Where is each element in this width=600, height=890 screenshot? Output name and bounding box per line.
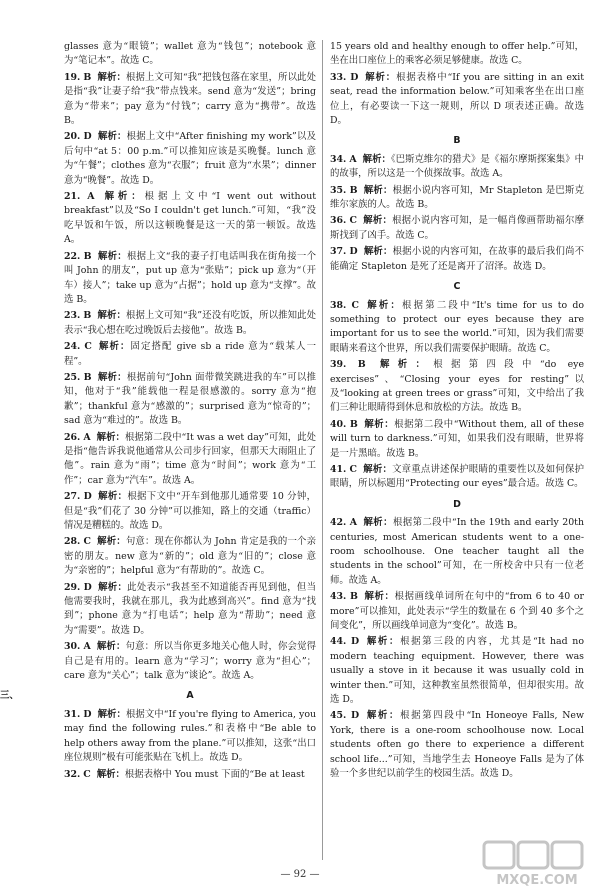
analysis-label: 解析： bbox=[96, 431, 125, 443]
right-entries-b bbox=[330, 153, 584, 274]
passage-b-header: B bbox=[453, 135, 461, 147]
question-number: 21. bbox=[64, 191, 81, 203]
analysis-text: 固定搭配 give sb a ride 意为“载某人一程”。 bbox=[64, 341, 316, 367]
question-number: 42. bbox=[330, 517, 347, 529]
answer-entry bbox=[64, 40, 316, 69]
answer-letter: D bbox=[83, 491, 92, 503]
analysis-label: 解析： bbox=[363, 463, 393, 475]
analysis-label: 解析： bbox=[371, 359, 434, 371]
analysis-text: 根据小说的内容可知，在故事的最后我们尚不能确定 Stapleton 是死了还是离开了沼泽。故选 D。 bbox=[330, 246, 584, 272]
analysis-text: 此处表示“我甚至不知道能否再见到他，但当他需要我时，我就在那儿，我为此感到高兴”。find 意为“找到”；phone 意为“打电话”；help 意为“帮助”；need 意为“需要”。故选 D。 bbox=[64, 581, 316, 636]
section-a-header bbox=[0, 689, 316, 703]
answer-letter: D bbox=[83, 581, 92, 593]
answer-entry bbox=[330, 709, 584, 781]
question-number: 45. bbox=[330, 710, 347, 722]
question-number: 23. bbox=[64, 310, 81, 322]
answer-entry bbox=[64, 490, 316, 533]
answer-entry bbox=[64, 768, 316, 782]
question-number: 35. bbox=[330, 184, 347, 196]
analysis-text: 根据小说内容可知，是一幅肖像画帮助福尔摩斯找到了凶手。故选 C。 bbox=[330, 215, 584, 241]
answer-entry bbox=[330, 358, 584, 416]
answer-letter: B bbox=[83, 250, 92, 262]
analysis-text: 根据第二段中“It was a wet day”可知，此处是指“他告诉我说他通常从公司步行回家，但那天大雨阻止了他”。rain 意为“雨”；time 意为“时间”；work 意为“工作”；car 意为“汽车”。故选 A。 bbox=[64, 431, 316, 486]
answer-entry bbox=[330, 635, 584, 707]
answer-letter: B bbox=[357, 359, 366, 371]
question-number: 25. bbox=[64, 371, 81, 383]
analysis-label: 解析： bbox=[97, 581, 128, 593]
answer-entry bbox=[330, 516, 584, 588]
question-number: 38. bbox=[330, 299, 347, 311]
right-entries-c bbox=[330, 299, 584, 492]
passage-c-header: C bbox=[453, 281, 461, 293]
analysis-label: 解析： bbox=[363, 215, 393, 227]
passage-d-header: D bbox=[453, 498, 461, 510]
analysis-text: 根据表格中“If you are sitting in an exit seat, read the information below.”可知乘客坐在出口座位上，有必要读一下这一规则，所以 D 项表述正确。故选 D。 bbox=[330, 71, 584, 127]
analysis-label: 解析： bbox=[97, 371, 127, 383]
question-number: 26. bbox=[64, 431, 81, 443]
answer-letter: C bbox=[349, 215, 357, 227]
answer-letter: B bbox=[83, 371, 92, 383]
analysis-label: 解析： bbox=[363, 517, 393, 529]
answer-letter: D bbox=[83, 708, 92, 720]
left-entries bbox=[64, 40, 316, 683]
analysis-label: 解析： bbox=[97, 708, 126, 720]
question-number: 30. bbox=[64, 641, 81, 653]
analysis-text: 文章重点讲述保护眼睛的重要性以及如何保护眼睛，所以标题用“Protecting our eyes”最合适。故选 C。 bbox=[330, 463, 584, 490]
answer-letter: D bbox=[349, 246, 358, 258]
answer-entry bbox=[64, 340, 316, 369]
question-number: 44. bbox=[330, 636, 347, 648]
analysis-label: 解析： bbox=[365, 299, 403, 311]
analysis-label: 解析： bbox=[363, 418, 395, 430]
analysis-text: 根据第四段中“do eye exercises”、“Closing your eyes for resting”以及“looking at green trees or grass”可知，文中给出了我们三种让眼睛得到休息和放松的方法。故选 B。 bbox=[330, 359, 585, 414]
analysis-label: 解析： bbox=[363, 591, 395, 603]
answer-entry bbox=[64, 535, 316, 578]
analysis-text: 根据第四段中“In Honeoye Falls, New York, there is a one-room schoolhouse now. Local students often go there to experience a different school life...”可知，当地学生去 Honeoye Falls 是为了体验一个多世纪以前学生的校园生活。故选 D。 bbox=[330, 710, 584, 780]
question-number: 39. bbox=[330, 359, 347, 371]
answer-letter: A bbox=[349, 153, 357, 165]
analysis-text: 句意：所以当你更多地关心他人时，你会觉得自己是有用的。learn 意为“学习”；worry 意为“担心”；care 意为“关心”；talk 意为“谈论”。故选 A。 bbox=[64, 641, 316, 682]
question-number: 41. bbox=[330, 463, 347, 475]
question-number: 27. bbox=[64, 491, 81, 503]
answer-letter: B bbox=[349, 591, 358, 603]
answer-entry bbox=[330, 40, 584, 69]
answer-entry bbox=[64, 190, 316, 248]
answer-entry bbox=[64, 250, 316, 308]
answer-letter: A bbox=[349, 517, 358, 529]
question-number: 32. bbox=[64, 768, 81, 780]
answer-letter: C bbox=[83, 536, 91, 548]
answer-entry bbox=[330, 71, 584, 129]
analysis-text: 根据上文可知“我”把钱包落在家里，所以此处是指“我”让妻子给“我”带点钱来。send 意为“发送”；bring 意为“带来”；pay 意为“付钱”；carry 意为“携带”。故选 B。 bbox=[64, 71, 316, 127]
answer-entry bbox=[330, 299, 584, 357]
question-number: 22. bbox=[64, 250, 81, 262]
question-number: 20. bbox=[64, 131, 81, 143]
answer-entry bbox=[64, 71, 316, 129]
analysis-text: 根据画线单词所在句中的“from 6 to 40 or more”可以推知，此处表示“学生的数量在 6 个到 40 多个之间变化”，所以画线单词意为“变化”。故选 B。 bbox=[330, 591, 584, 632]
analysis-text: 根据表格中 You must 下面的“Be at least bbox=[124, 768, 305, 780]
analysis-label: 解析： bbox=[365, 636, 401, 648]
analysis-text: 根据上文中“I went out without breakfast”以及“So I couldn't get lunch.”可知，“我”没吃早饭和午饭，所以这顿晚餐是这一天的第一顿饭。故选 A。 bbox=[64, 191, 317, 246]
analysis-label: 解析： bbox=[97, 491, 128, 503]
answer-entry bbox=[64, 581, 316, 639]
answer-entry bbox=[330, 214, 584, 243]
analysis-label: 解析： bbox=[97, 131, 127, 143]
question-number: 28. bbox=[64, 536, 81, 548]
answer-entry bbox=[64, 309, 316, 338]
watermark-text: MXQE.COM bbox=[496, 873, 578, 888]
question-number: 36. bbox=[330, 215, 347, 227]
analysis-text: 根据第二段中“In the 19th and early 20th centuries, most American students went to a one-room schoolhouse. One teacher taught all the students in the school”可知，在一所校舍中只有一位老师。故选 A。 bbox=[330, 517, 584, 586]
analysis-label: 解析： bbox=[96, 641, 126, 653]
analysis-label: 解析： bbox=[97, 310, 126, 322]
answer-entry bbox=[64, 130, 316, 188]
watermark-logo-icon bbox=[482, 840, 592, 888]
answer-entry bbox=[64, 371, 316, 429]
analysis-text: 根据第二段中“Without them, all of these will turn to darkness.”可知，如果我们没有眼睛，世界将是一片黑暗。故选 B。 bbox=[330, 418, 584, 459]
answer-letter: D bbox=[351, 710, 360, 722]
analysis-text: 根据下文中“开车到他那儿通常要 10 分钟，但是“我”们花了 30 分钟”可以推知，路上的交通（traffic）情况是糟糕的。故选 D。 bbox=[64, 491, 317, 531]
answer-letter: B bbox=[83, 310, 92, 322]
analysis-label: 解析： bbox=[96, 768, 125, 780]
question-number: 40. bbox=[330, 418, 347, 430]
answer-entry bbox=[330, 184, 584, 213]
section-number: 三、 bbox=[0, 690, 19, 702]
answer-letter: B bbox=[349, 418, 358, 430]
answer-entry bbox=[330, 245, 584, 274]
analysis-text: 句意：现在你都认为 John 肯定是我的一个亲密的朋友。new 意为“新的”；old 意为“旧的”；close 意为“亲密的”；helpful 意为“有帮助的”。故选 C。 bbox=[64, 536, 316, 577]
question-number: 19. bbox=[64, 71, 81, 83]
question-number: 29. bbox=[64, 581, 81, 593]
analysis-text: 15 years old and healthy enough to offer help.”可知，坐在出口座位上的乘客必须足够健康。故选 C。 bbox=[330, 41, 584, 67]
analysis-label: 解析： bbox=[97, 341, 131, 353]
page-number: — 92 — bbox=[280, 868, 320, 880]
answer-letter: A bbox=[83, 431, 91, 443]
right-entries bbox=[330, 40, 584, 128]
analysis-text: 根据文中“If you're flying to America, you may find the following rules.”和表格中“Be able to help others away from the plane.”可以推知，这张“出口座位规则”极有可能张贴在飞机上。故选 D。 bbox=[64, 708, 317, 764]
analysis-label: 解析： bbox=[96, 536, 126, 548]
answer-entry bbox=[330, 463, 584, 492]
analysis-text: 根据小说内容可知，Mr Stapleton 是巴斯克维尔家族的人。故选 B。 bbox=[330, 184, 584, 211]
answer-letter: C bbox=[349, 463, 357, 475]
answer-entry bbox=[330, 590, 584, 633]
answer-letter: D bbox=[351, 636, 360, 648]
question-number: 43. bbox=[330, 591, 347, 603]
question-number: 37. bbox=[330, 246, 347, 258]
question-number: 24. bbox=[64, 341, 81, 353]
analysis-label: 解析： bbox=[365, 710, 401, 722]
answer-entry bbox=[330, 153, 584, 182]
analysis-label: 解析： bbox=[97, 250, 127, 262]
question-number: 33. bbox=[330, 71, 347, 83]
left-column bbox=[0, 40, 317, 784]
answer-letter: B bbox=[349, 184, 358, 196]
analysis-text: glasses 意为“眼镜”；wallet 意为“钱包”；notebook 意为“笔记本”。故选 C。 bbox=[64, 41, 316, 67]
answer-entry bbox=[64, 640, 316, 683]
answer-letter: D bbox=[350, 71, 359, 83]
right-entries-d bbox=[330, 516, 584, 781]
analysis-text: 根据上文可知“我”还没有吃饭，所以推知此处表示“我心想在吃过晚饭后去接他”。故选 B。 bbox=[64, 310, 316, 336]
column-divider bbox=[322, 40, 323, 860]
analysis-text: 根据第三段的内容，尤其是“It had no modern teaching equipment. However, there was usually a stove in it because it was usually cold in winter then.”可知，这种教室虽然很简单，但却很实用。故选 D。 bbox=[330, 636, 584, 706]
analysis-label: 解析： bbox=[362, 153, 391, 165]
answer-letter: C bbox=[351, 299, 359, 311]
answer-letter: C bbox=[83, 768, 91, 780]
analysis-text: 《巴斯克维尔的猎犬》是《福尔摩斯探案集》中的故事，所以这是一个侦探故事。故选 A。 bbox=[330, 153, 584, 180]
analysis-label: 解析： bbox=[364, 71, 397, 83]
analysis-text: 根据前句“John 面带微笑跳进我的车”可以推知，他对于“我”能载他一程是很感激的。sorry 意为“抱歉”；thankful 意为“感激的”；surprised 意为“惊奇的”；sad 意为“难过的”。故选 B。 bbox=[64, 371, 316, 427]
answer-letter: A bbox=[83, 641, 91, 653]
analysis-text: 根据第二段中“It's time for us to do something to protect our eyes because they are important for us to see the world.”可知，因为我们需要眼睛来看这个世界，所以我们需要保护眼睛。故选 C。 bbox=[330, 299, 584, 354]
question-number: 31. bbox=[64, 708, 81, 720]
analysis-text: 根据上文中“After finishing my work”以及后句中“at 5：00 p.m.”可以推知应该是买晚餐。lunch 意为“午餐”；clothes 意为“衣服”；fruit 意为“水果”；dinner 意为“晚餐”。故选 D。 bbox=[64, 131, 316, 186]
question-number: 34. bbox=[330, 153, 347, 165]
analysis-text: 根据上文“我的妻子打电话叫我在街角接一个叫 John 的朋友”，put up 意为“张贴”；pick up 意为“（开车）接人”；take up 意为“占据”；hold up 意为“支撑”。故选 B。 bbox=[64, 250, 317, 305]
analysis-label: 解析： bbox=[97, 71, 126, 83]
answer-letter: B bbox=[83, 71, 92, 83]
analysis-label: 解析： bbox=[363, 246, 393, 258]
analysis-label: 解析： bbox=[100, 191, 145, 203]
answer-letter: D bbox=[83, 131, 92, 143]
right-column bbox=[330, 40, 584, 784]
answer-letter: C bbox=[84, 341, 92, 353]
answer-entry bbox=[64, 708, 316, 766]
analysis-label: 解析： bbox=[363, 184, 393, 196]
passage-a-letter: A bbox=[186, 690, 194, 702]
answer-entry bbox=[330, 418, 584, 461]
answer-entry bbox=[64, 431, 316, 489]
left-entries-after bbox=[64, 708, 316, 782]
answer-letter: A bbox=[87, 191, 95, 203]
